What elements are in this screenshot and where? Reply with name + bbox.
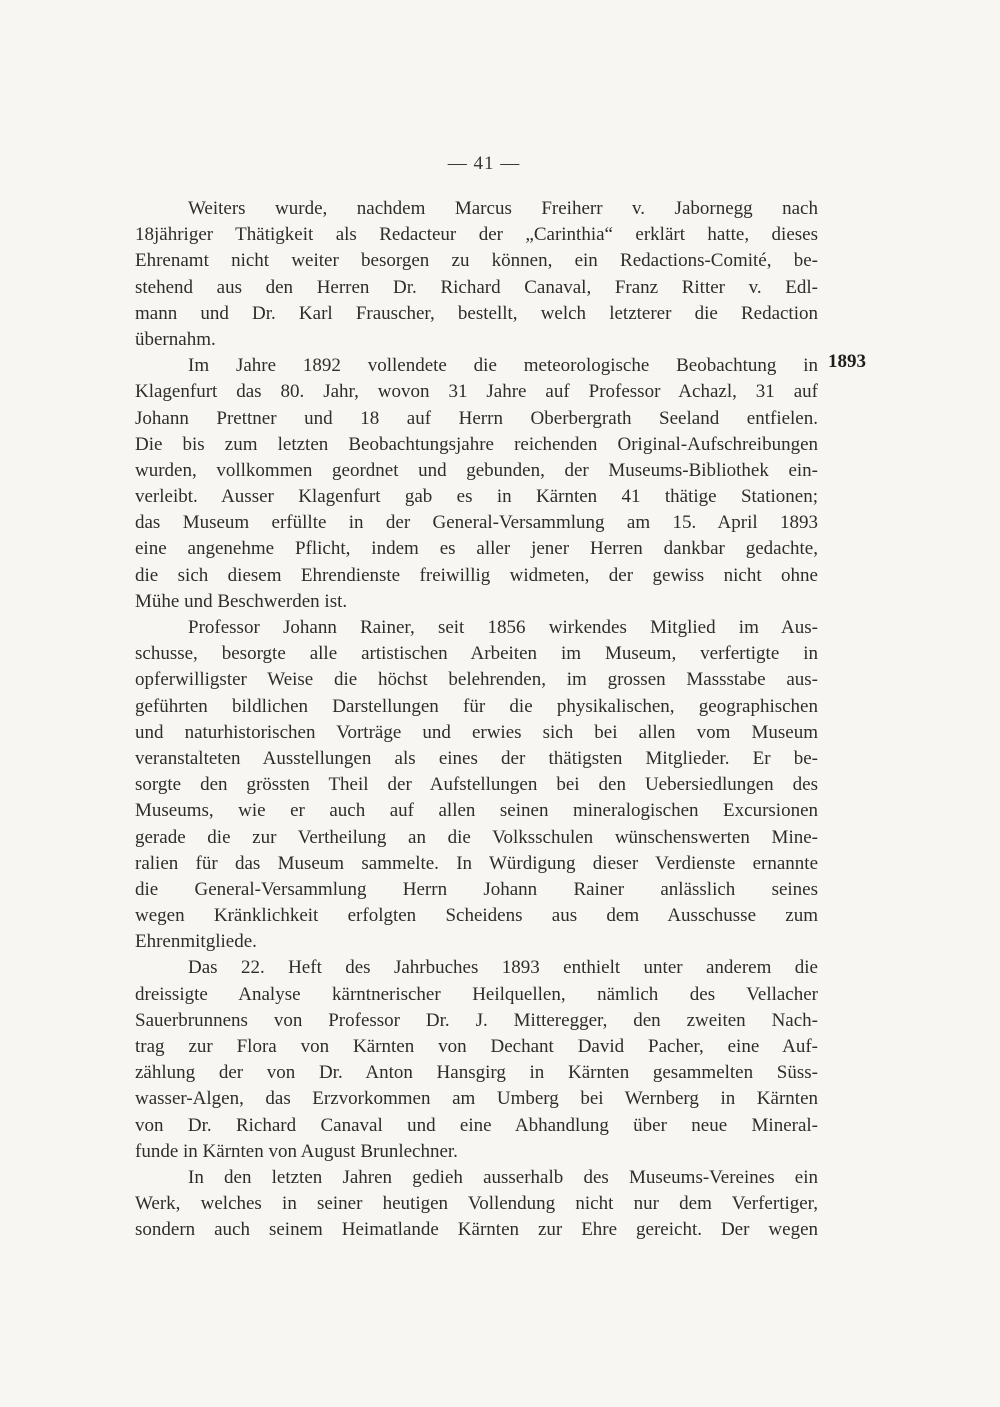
text-line: geführten bildlichen Darstellungen für die physikalischen, geographischen bbox=[135, 695, 818, 717]
text-line: sorgte den grössten Theil der Aufstellungen bei den Uebersiedlungen des bbox=[135, 774, 818, 796]
text-line: mann und Dr. Karl Frauscher, bestellt, welch letzterer die Redaction bbox=[135, 302, 818, 324]
page-number: — 41 — bbox=[447, 153, 521, 174]
text-line: opferwilligster Weise die höchst belehrenden, im grossen Massstabe aus- bbox=[135, 669, 818, 691]
text-line: und naturhistorischen Vorträge und erwies sich bei allen vom Museum bbox=[135, 721, 818, 743]
text-line: Werk, welches in seiner heutigen Vollendung nicht nur dem Verfertiger, bbox=[135, 1193, 818, 1215]
text-line: Klagenfurt das 80. Jahr, wovon 31 Jahre auf Professor Achazl, 31 auf bbox=[135, 381, 818, 403]
text-line: verleibt. Ausser Klagenfurt gab es in Kärnten 41 thätige Stationen; bbox=[135, 486, 818, 508]
text-line: die sich diesem Ehrendienste freiwillig widmeten, der gewiss nicht ohne bbox=[135, 564, 818, 586]
text-line: Ehrenamt nicht weiter besorgen zu können, ein Redactions-Comité, be- bbox=[135, 250, 818, 272]
text-line: Die bis zum letzten Beobachtungsjahre reichenden Original-Aufschreibungen bbox=[135, 433, 818, 455]
text-line: Sauerbrunnens von Professor Dr. J. Mitteregger, den zweiten Nach- bbox=[135, 1009, 818, 1031]
text-line: übernahm. bbox=[135, 328, 216, 350]
text-line: die General-Versammlung Herrn Johann Rainer anlässlich seines bbox=[135, 878, 818, 900]
text-line: schusse, besorgte alle artistischen Arbeiten im Museum, verfertigte in bbox=[135, 643, 818, 665]
text-line: wegen Kränklichkeit erfolgten Scheidens aus dem Ausschusse zum bbox=[135, 905, 818, 927]
text-line: Ehrenmitgliede. bbox=[135, 931, 257, 953]
text-line: ralien für das Museum sammelte. In Würdigung dieser Verdienste ernannte bbox=[135, 852, 818, 874]
text-line: zählung der von Dr. Anton Hansgirg in Kärnten gesammelten Süss- bbox=[135, 1062, 818, 1084]
text-line: trag zur Flora von Kärnten von Dechant David Pacher, eine Auf- bbox=[135, 1036, 818, 1057]
text-line: Das 22. Heft des Jahrbuches 1893 enthielt unter anderem die bbox=[188, 957, 818, 979]
text-line: wasser-Algen, das Erzvorkommen am Umberg bei Wernberg in Kärnten bbox=[135, 1088, 818, 1110]
text-line: veranstalteten Ausstellungen als eines der thätigsten Mitglieder. Er be- bbox=[135, 747, 818, 769]
text-line: das Museum erfüllte in der General-Versammlung am 15. April 1893 bbox=[135, 512, 818, 534]
text-line: eine angenehme Pflicht, indem es aller jener Herren dankbar gedachte, bbox=[135, 538, 818, 560]
text-line: gerade die zur Vertheilung an die Volksschulen wünschenswerten Mine- bbox=[135, 826, 818, 848]
text-line: sondern auch seinem Heimatlande Kärnten zur Ehre gereicht. Der wegen bbox=[135, 1219, 818, 1241]
margin-year-note: 1893 bbox=[828, 351, 866, 372]
text-line: Im Jahre 1892 vollendete die meteorologische Beobachtung in bbox=[188, 355, 818, 377]
text-line: Mühe und Beschwerden ist. bbox=[135, 590, 348, 612]
text-line: wurden, vollkommen geordnet und gebunden, der Museums-Bibliothek ein- bbox=[135, 459, 818, 481]
text-line: Professor Johann Rainer, seit 1856 wirkendes Mitglied im Aus- bbox=[188, 617, 818, 638]
text-line: Johann Prettner und 18 auf Herrn Oberbergrath Seeland entfielen. bbox=[135, 407, 818, 429]
text-line: 18jähriger Thätigkeit als Redacteur der „Carinthia“ erklärt hatte, dieses bbox=[135, 224, 818, 246]
text-line: von Dr. Richard Canaval und eine Abhandlung über neue Mineral- bbox=[135, 1114, 818, 1136]
text-line: Weiters wurde, nachdem Marcus Freiherr v. Jabornegg nach bbox=[188, 198, 818, 219]
body-text bbox=[135, 196, 818, 1244]
text-line: funde in Kärnten von August Brunlechner. bbox=[135, 1140, 458, 1162]
text-line: Museums, wie er auch auf allen seinen mineralogischen Excursionen bbox=[135, 800, 818, 822]
text-line: In den letzten Jahren gedieh ausserhalb des Museums-Vereines ein bbox=[188, 1166, 818, 1188]
text-line: dreissigte Analyse kärntnerischer Heilquellen, nämlich des Vellacher bbox=[135, 983, 818, 1005]
text-line: stehend aus den Herren Dr. Richard Canaval, Franz Ritter v. Edl- bbox=[135, 276, 818, 298]
